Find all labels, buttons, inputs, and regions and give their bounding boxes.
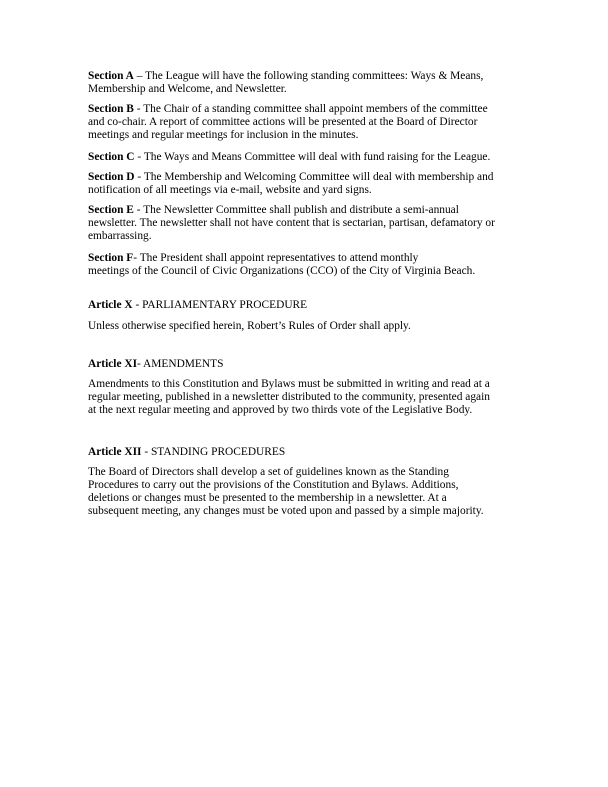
section-label: Section B [88,103,134,115]
article-text: Unless otherwise specified herein, Robert’s Rules of Order shall apply. [88,320,411,332]
section-label: Section E [88,204,134,216]
section-text: notification of all meetings via e-mail, website and yard signs. [88,184,372,196]
article-text: subsequent meeting, any changes must be voted upon and passed by a simple majority. [88,505,484,517]
section-c: Section C - The Ways and Means Committee will deal with fund raising for the League. [88,151,491,163]
section-label: Section C [88,151,135,163]
article-text: Amendments to this Constitution and Bylaws must be submitted in writing and read at a [88,378,490,390]
article-xii-heading [88,446,285,459]
section-text: meetings of the Council of Civic Organizations (CCO) of the City of Virginia Beach. [88,265,476,277]
section-text: The Ways and Means Committee will deal with fund raising for the League. [143,151,491,163]
section-text: The Membership and Welcoming Committee will deal with membership and [143,171,494,183]
section-label: Section D [88,171,135,183]
article-text: at the next regular meeting and approved by two thirds vote of the Legislative Body. [88,404,473,416]
section-a: Section A – The League will have the following standing committees: Ways & Means, Membership and Welcome, and Newsletter. [88,70,528,96]
article-title: - AMENDMENTS [137,358,224,370]
article-text: Procedures to carry out the provisions of the Constitution and Bylaws. Additions, [88,479,459,491]
section-text: The League will have the following standing committees: Ways & Means, [145,70,484,82]
article-xi-body [88,378,528,417]
article-label: Article X [88,299,133,311]
section-label: Section F [88,252,134,264]
article-x-heading [88,299,307,312]
section-text: and co-chair. A report of committee actions will be presented at the Board of Director [88,116,478,128]
article-x-body [88,320,528,333]
section-text: meetings and regular meetings for inclusion in the minutes. [88,129,359,141]
section-text: The Newsletter Committee shall publish and distribute a semi-annual [143,204,459,216]
article-text: deletions or changes must be presented to the membership in a newsletter. At a [88,492,447,504]
article-label: Article XII [88,446,142,458]
section-f: Section F- The President shall appoint representatives to attend monthly meetings of the Council of Civic Organizations (CCO) of the City of Virginia Beach. [88,252,528,278]
article-xii-body [88,466,528,518]
section-text: Membership and Welcome, and Newsletter. [88,83,287,95]
article-text: regular meeting, published in a newsletter distributed to the community, presented again [88,391,490,403]
section-e: Section E - The Newsletter Committee shall publish and distribute a semi-annual newsletter. The newsletter shall not have content that is sectarian, partisan, defamatory or embarrassing. [88,204,528,243]
section-text: The President shall appoint representatives to attend monthly [139,252,419,264]
article-text: The Board of Directors shall develop a set of guidelines known as the Standing [88,466,449,478]
section-text: embarrassing. [88,230,152,242]
section-text: The Chair of a standing committee shall appoint members of the committee [143,103,488,115]
section-d: Section D - The Membership and Welcoming Committee will deal with membership and notification of all meetings via e-mail, website and yard signs. [88,171,528,197]
article-xi-heading [88,358,223,371]
article-label: Article XI [88,358,138,370]
section-b: Section B - The Chair of a standing committee shall appoint members of the committee and co-chair. A report of committee actions will be presented at the Board of Director meetings and regular meetings for inclusion in the minutes. [88,103,528,142]
article-title: - STANDING PROCEDURES [141,446,286,458]
section-text: newsletter. The newsletter shall not have content that is sectarian, partisan, defamatory or [88,217,495,229]
section-label: Section A [88,70,134,82]
article-title: - PARLIAMENTARY PROCEDURE [132,299,308,311]
